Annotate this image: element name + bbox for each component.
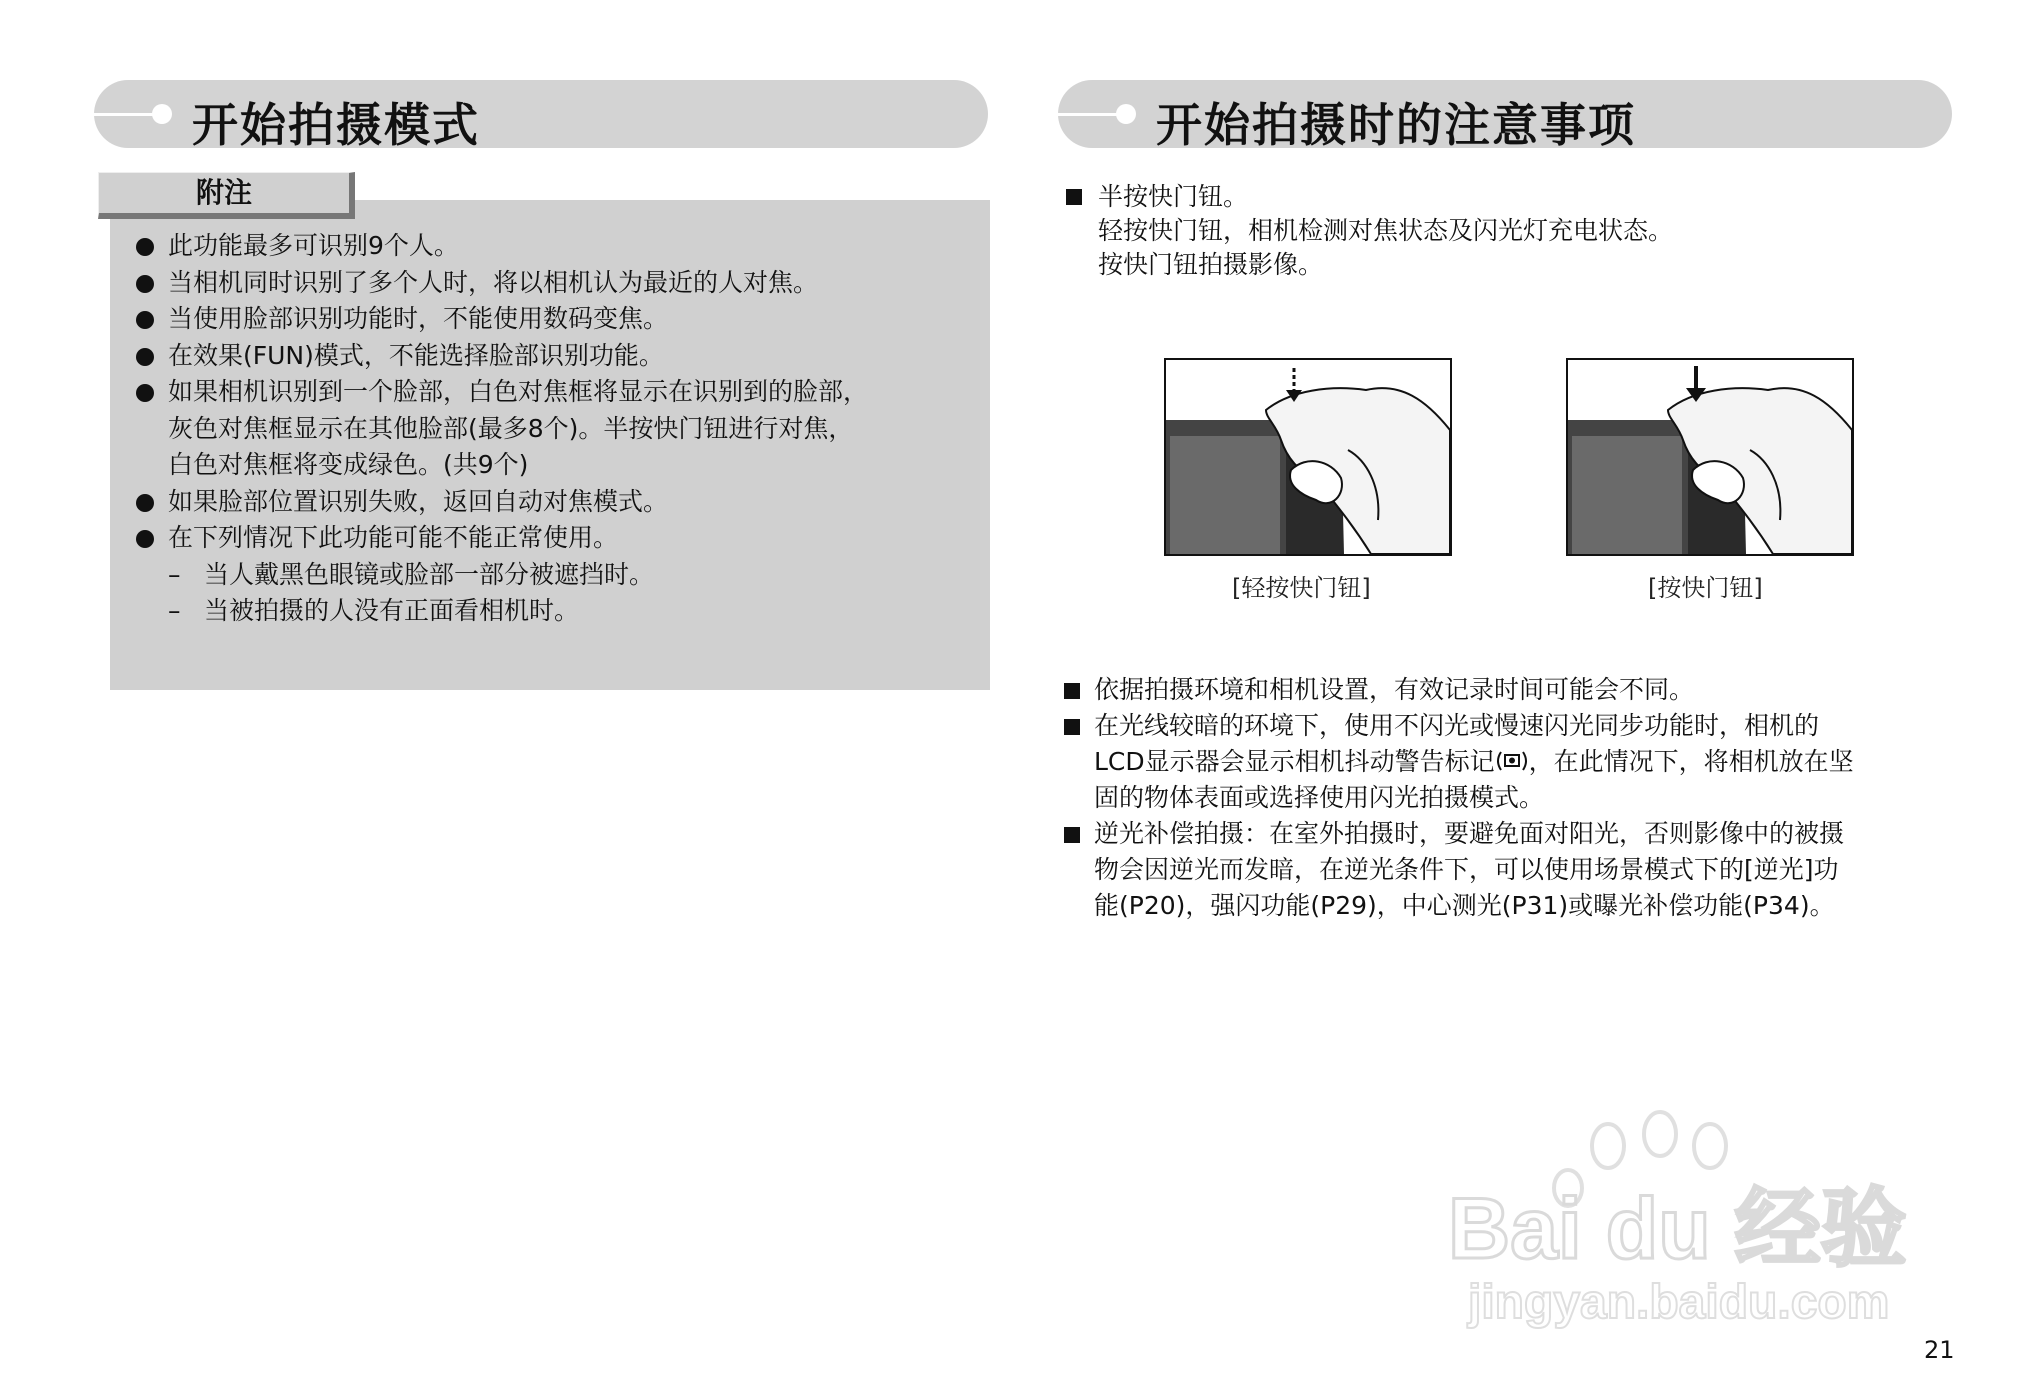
caution-list — [1064, 672, 1964, 924]
caption-half-press: [轻按快门钮] — [1232, 574, 1371, 602]
note-item — [128, 338, 988, 375]
note-text: 当相机同时识别了多个人时，将以相机认为最近的人对焦。 — [168, 267, 819, 297]
note-text: 如果脸部位置识别失败，返回自动对焦模式。 — [168, 486, 669, 516]
half-press-illustration — [1164, 358, 1452, 556]
note-text: 灰色对焦框显示在其他脸部(最多8个)。半按快门钮进行对焦， — [168, 413, 854, 443]
note-item-continued — [128, 447, 988, 484]
header-line — [1058, 113, 1118, 116]
header-line — [94, 113, 154, 116]
full-press-illustration — [1566, 358, 1854, 556]
caution-item-continued — [1064, 744, 1964, 780]
note-text: 白色对焦框将变成绿色。(共9个) — [168, 450, 529, 479]
header-dot — [152, 104, 172, 124]
note-item — [128, 374, 988, 411]
caution-text: LCD显示器会显示相机抖动警告标记 — [1094, 747, 1495, 776]
watermark-url: jingyan.baidu.com — [1468, 1276, 1890, 1329]
note-list — [128, 228, 988, 630]
bullet-icon — [136, 530, 154, 548]
dash-icon: – — [168, 596, 181, 625]
caution-item — [1064, 816, 1964, 852]
bullet-icon — [136, 348, 154, 366]
camera-shake-warning-icon — [1495, 748, 1529, 774]
bullet-icon — [136, 275, 154, 293]
note-item — [128, 228, 988, 265]
caution-text: 能(P20)，强闪功能(P29)，中心测光(P31)或曝光补偿功能(P34)。 — [1094, 891, 1835, 920]
note-text: 当使用脸部识别功能时，不能使用数码变焦。 — [168, 304, 669, 333]
dash-icon: – — [168, 559, 181, 589]
note-item — [128, 520, 988, 557]
sub-note-item — [128, 593, 988, 630]
bullet-icon — [136, 238, 154, 256]
sub-note-item — [128, 557, 988, 594]
caution-text: ，在此情况下，将相机放在坚 — [1528, 747, 1854, 776]
square-bullet-icon — [1064, 683, 1080, 699]
note-item — [128, 484, 988, 521]
square-bullet-icon — [1064, 827, 1080, 843]
sub-note-text: 当被拍摄的人没有正面看相机时。 — [204, 596, 580, 625]
caution-text: 逆光补偿拍摄：在室外拍摄时，要避免面对阳光，否则影像中的被摄 — [1094, 819, 1845, 848]
section-header-left — [94, 80, 988, 152]
caution-item — [1064, 708, 1964, 744]
caption-full-press: [按快门钮] — [1648, 574, 1763, 602]
section-header-right — [1058, 80, 1952, 152]
header-dot — [1116, 104, 1136, 124]
caution-text: 物会因逆光而发暗，在逆光条件下，可以使用场景模式下的[逆光]功 — [1094, 855, 1839, 884]
intro-line: 半按快门钮。 — [1098, 182, 1249, 211]
intro-line: 按快门钮拍摄影像。 — [1098, 250, 1324, 279]
caution-text: 在光线较暗的环境下，使用不闪光或慢速闪光同步功能时，相机的 — [1094, 711, 1820, 740]
caution-text: 固的物体表面或选择使用闪光拍摄模式。 — [1094, 783, 1545, 812]
note-item-continued — [128, 411, 988, 448]
note-text: 如果相机识别到一个脸部，白色对焦框将显示在识别到的脸部， — [168, 377, 869, 406]
caution-item-continued — [1064, 852, 1964, 888]
paw-logo-icon — [1448, 1108, 1928, 1338]
note-text: 此功能最多可识别9个人。 — [168, 231, 459, 260]
watermark-brand: Bai du 经验 — [1448, 1181, 1907, 1277]
bullet-icon — [136, 494, 154, 512]
caution-text: 依据拍摄环境和相机设置，有效记录时间可能会不同。 — [1094, 675, 1695, 704]
note-text: 在下列情况下此功能可能不能正常使用。 — [168, 523, 619, 552]
shutter-intro — [1064, 180, 1673, 282]
intro-line: 轻按快门钮，相机检测对焦状态及闪光灯充电状态。 — [1098, 216, 1674, 245]
page-number: 21 — [1924, 1336, 1955, 1364]
note-text: 在效果(FUN)模式，不能选择脸部识别功能。 — [168, 340, 664, 370]
sub-note-text: 当人戴黑色眼镜或脸部一部分被遮挡时。 — [204, 559, 655, 589]
note-item — [128, 301, 988, 338]
baidu-jingyan-watermark — [1448, 1108, 1928, 1338]
camera-hand-icon — [1568, 360, 1852, 554]
bullet-icon — [136, 384, 154, 402]
page-title-left: 开始拍摄模式 — [192, 98, 480, 152]
caution-item — [1064, 672, 1964, 708]
note-item — [128, 265, 988, 302]
caution-item-continued — [1064, 888, 1964, 924]
bullet-icon — [136, 311, 154, 329]
square-bullet-icon — [1064, 719, 1080, 735]
caution-item-continued — [1064, 780, 1964, 816]
page-title-right: 开始拍摄时的注意事项 — [1156, 98, 1636, 152]
note-label: 附注 — [98, 172, 355, 219]
camera-hand-icon — [1166, 360, 1450, 554]
square-bullet-icon — [1066, 189, 1082, 205]
